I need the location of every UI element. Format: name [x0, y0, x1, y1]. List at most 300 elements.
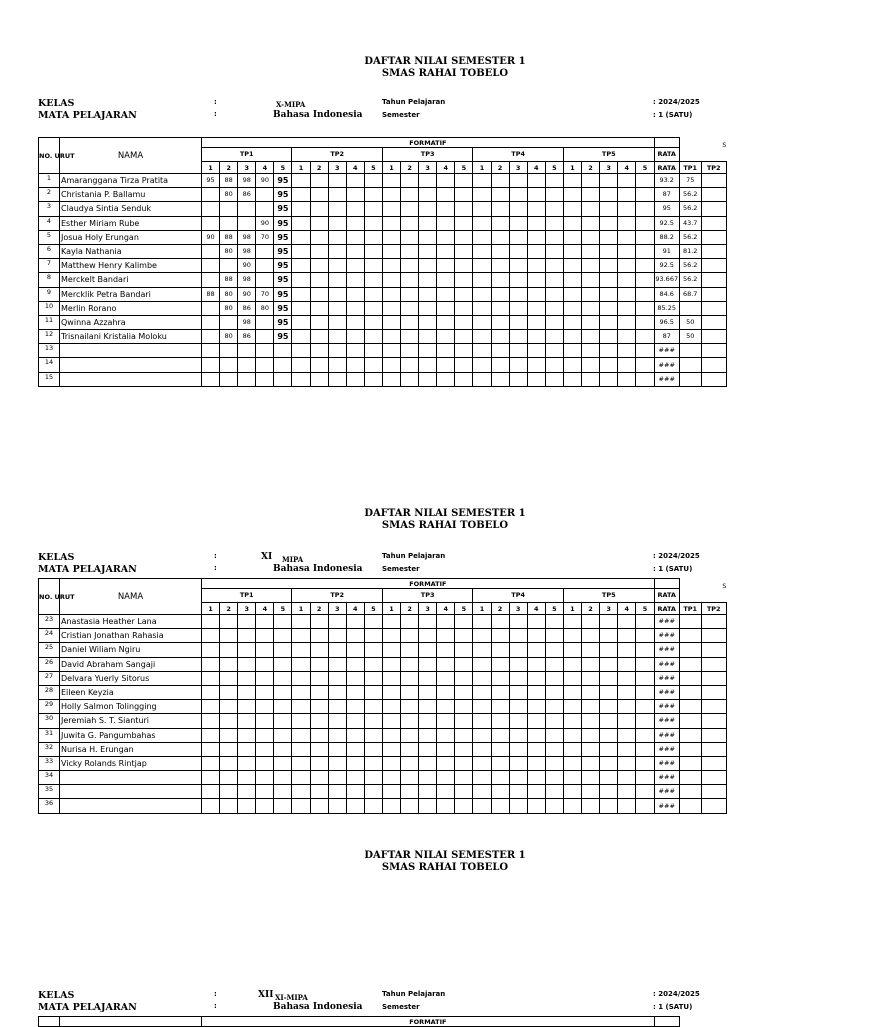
tp1-score: 95 [274, 244, 292, 258]
student-name: Eileen Keyzia [60, 685, 202, 699]
score-cell [527, 643, 545, 657]
score-cell [346, 330, 364, 344]
score-cell [419, 615, 437, 629]
tp1-score [274, 714, 292, 728]
sub-header: 4 [437, 603, 455, 615]
tp2-cell [701, 742, 726, 756]
table-row [39, 315, 727, 329]
score-cell [563, 287, 581, 301]
table-row [39, 244, 727, 258]
score-cell [581, 188, 599, 202]
tp1-score [202, 742, 220, 756]
score-cell [292, 188, 310, 202]
score-cell [346, 643, 364, 657]
score-cell [346, 714, 364, 728]
tp1-score [202, 671, 220, 685]
score-cell [401, 301, 419, 315]
score-cell [455, 756, 473, 770]
score-cell [545, 785, 563, 799]
score-cell [292, 685, 310, 699]
tahun-value: : 2024/2025 [653, 552, 700, 560]
score-cell [545, 756, 563, 770]
score-cell [401, 771, 419, 785]
score-cell [310, 330, 328, 344]
score-cell [328, 244, 346, 258]
rata-cell: 87 [654, 330, 679, 344]
score-cell [581, 330, 599, 344]
tp2-cell [701, 358, 726, 372]
kelas-label: KELAS [38, 98, 75, 109]
score-cell [382, 273, 400, 287]
score-cell [473, 799, 491, 813]
score-cell [473, 785, 491, 799]
sub-header: 4 [256, 603, 274, 615]
sub-header: 4 [618, 162, 636, 174]
kelas-value: X-MIPA [276, 100, 306, 109]
score-cell [527, 358, 545, 372]
cut-header: S [722, 582, 727, 590]
tp1-cell [679, 301, 701, 315]
rata-cell: 92.5 [654, 216, 679, 230]
table-row [39, 216, 727, 230]
student-name: Qwinna Azzahra [60, 315, 202, 329]
tp1-score [220, 700, 238, 714]
score-cell [563, 273, 581, 287]
table-row [39, 615, 727, 629]
score-cell [527, 174, 545, 188]
score-cell [545, 771, 563, 785]
score-cell [509, 287, 527, 301]
score-cell [527, 742, 545, 756]
score-cell [455, 728, 473, 742]
score-cell [382, 615, 400, 629]
tp1-score [238, 756, 256, 770]
grade-table [38, 1016, 726, 1027]
score-cell [364, 728, 382, 742]
score-cell [545, 330, 563, 344]
score-cell [382, 344, 400, 358]
score-cell [563, 174, 581, 188]
mapel-value: Bahasa Indonesia [273, 1002, 363, 1012]
row-number: 12 [39, 330, 60, 344]
score-cell [455, 216, 473, 230]
score-cell [346, 700, 364, 714]
score-cell [364, 685, 382, 699]
tp1-score [238, 700, 256, 714]
score-cell [581, 700, 599, 714]
score-cell [600, 742, 618, 756]
score-cell [563, 629, 581, 643]
score-cell [600, 372, 618, 386]
score-cell [618, 344, 636, 358]
score-cell [509, 273, 527, 287]
tp1-score [238, 657, 256, 671]
table-row [39, 202, 727, 216]
tp1-score [220, 344, 238, 358]
score-cell [600, 174, 618, 188]
score-cell [346, 728, 364, 742]
score-cell [581, 685, 599, 699]
score-cell [545, 244, 563, 258]
rata-cell: ### [654, 771, 679, 785]
row-number: 23 [39, 615, 60, 629]
semester-value: : 1 (SATU) [653, 565, 693, 573]
student-name: Vicky Rolands Rintjap [60, 756, 202, 770]
table-row [39, 358, 727, 372]
score-cell [419, 671, 437, 685]
score-cell [491, 273, 509, 287]
score-cell [491, 728, 509, 742]
score-cell [419, 358, 437, 372]
sub-header: 1 [473, 603, 491, 615]
sub-header: 5 [274, 603, 292, 615]
score-cell [581, 244, 599, 258]
tp1-score: 90 [256, 216, 274, 230]
rata-cell: 85.25 [654, 301, 679, 315]
tp1-cell: 56.2 [679, 202, 701, 216]
score-cell [545, 657, 563, 671]
score-cell [600, 657, 618, 671]
tp1-score [220, 259, 238, 273]
score-cell [600, 799, 618, 813]
score-cell [382, 657, 400, 671]
score-cell [310, 657, 328, 671]
score-cell [491, 685, 509, 699]
tp1-score: 90 [238, 259, 256, 273]
tp-group-header: TP3 [382, 589, 472, 603]
score-cell [545, 216, 563, 230]
tp1-score [256, 615, 274, 629]
score-cell [636, 685, 654, 699]
score-cell [310, 728, 328, 742]
score-cell [346, 685, 364, 699]
sub-header: 3 [419, 162, 437, 174]
tp1-score [220, 643, 238, 657]
score-cell [437, 742, 455, 756]
tp1-score [238, 799, 256, 813]
tp1-score: 95 [274, 301, 292, 315]
tp1-score [256, 330, 274, 344]
tp1-score [202, 301, 220, 315]
score-cell [618, 230, 636, 244]
score-cell [401, 700, 419, 714]
score-cell [364, 273, 382, 287]
score-cell [419, 657, 437, 671]
score-cell [563, 216, 581, 230]
tp1-score: 98 [238, 273, 256, 287]
no-header: NO. URUT [39, 138, 60, 174]
score-cell [364, 785, 382, 799]
sub-header: 3 [238, 603, 256, 615]
tp1-score [274, 728, 292, 742]
score-cell [346, 629, 364, 643]
score-cell [364, 714, 382, 728]
tp1-cell [679, 700, 701, 714]
table-row [39, 714, 727, 728]
score-cell [364, 643, 382, 657]
score-cell [419, 728, 437, 742]
score-cell [328, 259, 346, 273]
score-cell [437, 629, 455, 643]
score-cell [618, 799, 636, 813]
score-cell [509, 358, 527, 372]
score-cell [328, 657, 346, 671]
tp1-score [256, 643, 274, 657]
score-cell [527, 230, 545, 244]
score-cell [364, 671, 382, 685]
score-cell [618, 771, 636, 785]
grade-table [38, 137, 727, 387]
score-cell [437, 615, 455, 629]
score-cell [600, 756, 618, 770]
sub-header: 2 [310, 603, 328, 615]
sub-header: 2 [401, 162, 419, 174]
score-cell [328, 287, 346, 301]
table-row [39, 301, 727, 315]
tp1-score [256, 756, 274, 770]
score-cell [292, 244, 310, 258]
tp1-score [202, 643, 220, 657]
score-cell [401, 714, 419, 728]
score-cell [455, 629, 473, 643]
score-cell [545, 273, 563, 287]
score-cell [328, 756, 346, 770]
tp-group-header: TP4 [473, 148, 563, 162]
score-cell [618, 315, 636, 329]
tp1-score [238, 629, 256, 643]
student-name: Claudya Sintia Senduk [60, 202, 202, 216]
score-cell [581, 742, 599, 756]
row-number: 14 [39, 358, 60, 372]
rata-cell: ### [654, 671, 679, 685]
score-cell [419, 629, 437, 643]
score-cell [455, 358, 473, 372]
sub-header: 4 [346, 603, 364, 615]
colon: : [214, 990, 217, 998]
score-cell [473, 273, 491, 287]
student-name: Juwita G. Pangumbahas [60, 728, 202, 742]
score-cell [473, 756, 491, 770]
tahun-label: Tahun Pelajaran [382, 990, 446, 998]
score-cell [437, 287, 455, 301]
score-cell [618, 273, 636, 287]
student-name [60, 771, 202, 785]
rata-cell: ### [654, 657, 679, 671]
tp2-cell [701, 657, 726, 671]
tp1-cell: 75 [679, 174, 701, 188]
row-number: 4 [39, 216, 60, 230]
sub-header: 1 [563, 162, 581, 174]
score-cell [636, 615, 654, 629]
score-cell [636, 259, 654, 273]
score-cell [636, 728, 654, 742]
score-cell [346, 771, 364, 785]
score-cell [636, 330, 654, 344]
score-cell [563, 728, 581, 742]
score-cell [545, 714, 563, 728]
score-cell [491, 742, 509, 756]
row-number: 31 [39, 728, 60, 742]
row-number: 5 [39, 230, 60, 244]
score-cell [292, 259, 310, 273]
tp1-score [238, 785, 256, 799]
score-cell [473, 671, 491, 685]
score-cell [473, 771, 491, 785]
rata-cell: ### [654, 629, 679, 643]
score-cell [527, 344, 545, 358]
score-cell [310, 230, 328, 244]
tp1-score [256, 671, 274, 685]
score-cell [382, 728, 400, 742]
score-cell [473, 643, 491, 657]
score-cell [401, 671, 419, 685]
tp1-score [256, 344, 274, 358]
score-cell [328, 230, 346, 244]
score-cell [473, 216, 491, 230]
score-cell [419, 315, 437, 329]
score-cell [328, 785, 346, 799]
score-cell [527, 315, 545, 329]
sub-header: 5 [545, 162, 563, 174]
sub-header: 1 [382, 162, 400, 174]
rata-header: RATA [654, 589, 679, 603]
tp2-cell [701, 685, 726, 699]
score-cell [310, 259, 328, 273]
mapel-value: Bahasa Indonesia [273, 564, 363, 574]
score-cell [618, 259, 636, 273]
score-cell [473, 700, 491, 714]
score-cell [600, 188, 618, 202]
score-cell [600, 273, 618, 287]
tp2-header: TP2 [701, 603, 726, 615]
tp1-score: 95 [274, 216, 292, 230]
table-row [39, 685, 727, 699]
score-cell [509, 344, 527, 358]
tahun-label: Tahun Pelajaran [382, 552, 446, 560]
score-cell [600, 315, 618, 329]
tp2-cell [701, 785, 726, 799]
score-cell [600, 216, 618, 230]
score-cell [509, 700, 527, 714]
sub-header: 2 [220, 603, 238, 615]
table-row [39, 728, 727, 742]
tp1-score [256, 202, 274, 216]
score-cell [618, 188, 636, 202]
sub-header: 4 [618, 603, 636, 615]
score-cell [310, 315, 328, 329]
score-cell [328, 629, 346, 643]
score-cell [636, 273, 654, 287]
score-cell [382, 259, 400, 273]
tp1-score [202, 615, 220, 629]
score-cell [419, 287, 437, 301]
score-cell [509, 230, 527, 244]
score-cell [455, 259, 473, 273]
tp1-cell [679, 756, 701, 770]
score-cell [563, 358, 581, 372]
score-cell [491, 629, 509, 643]
score-cell [618, 742, 636, 756]
score-cell [382, 643, 400, 657]
score-cell [509, 615, 527, 629]
rata-cell: ### [654, 344, 679, 358]
score-cell [455, 685, 473, 699]
tp1-score [202, 273, 220, 287]
score-cell [346, 344, 364, 358]
score-cell [419, 330, 437, 344]
score-cell [310, 756, 328, 770]
tp1-score [220, 202, 238, 216]
score-cell [401, 259, 419, 273]
score-cell [419, 372, 437, 386]
score-cell [545, 259, 563, 273]
score-cell [563, 259, 581, 273]
tp1-score [202, 799, 220, 813]
score-cell [618, 202, 636, 216]
score-cell [509, 785, 527, 799]
row-number: 3 [39, 202, 60, 216]
tp1-score: 95 [274, 202, 292, 216]
score-cell [600, 671, 618, 685]
tp1-score: 98 [238, 174, 256, 188]
score-cell [401, 615, 419, 629]
score-cell [563, 714, 581, 728]
sub-header: 5 [636, 162, 654, 174]
score-cell [545, 643, 563, 657]
score-cell [292, 629, 310, 643]
tp1-score [274, 344, 292, 358]
score-cell [618, 287, 636, 301]
score-cell [292, 700, 310, 714]
score-cell [310, 188, 328, 202]
tp1-cell [679, 742, 701, 756]
tp1-score: 80 [220, 301, 238, 315]
tp1-score [256, 714, 274, 728]
score-cell [600, 643, 618, 657]
rata-cell: ### [654, 615, 679, 629]
score-cell [455, 372, 473, 386]
score-cell [491, 315, 509, 329]
score-cell [419, 700, 437, 714]
score-cell [382, 756, 400, 770]
tp1-cell: 56.2 [679, 273, 701, 287]
score-cell [292, 372, 310, 386]
tp1-score: 88 [220, 273, 238, 287]
score-cell [509, 671, 527, 685]
score-cell [636, 714, 654, 728]
score-cell [618, 700, 636, 714]
tp1-cell [679, 799, 701, 813]
score-cell [636, 230, 654, 244]
tp1-score: 70 [256, 287, 274, 301]
tp1-score: 95 [274, 273, 292, 287]
tp2-cell [701, 230, 726, 244]
tp1-score [202, 188, 220, 202]
score-cell [328, 344, 346, 358]
score-cell [618, 657, 636, 671]
tp1-cell [679, 372, 701, 386]
score-cell [419, 344, 437, 358]
tp1-score: 88 [220, 230, 238, 244]
sub-header: 2 [220, 162, 238, 174]
score-cell [419, 259, 437, 273]
sub-header: 1 [292, 162, 310, 174]
score-cell [401, 273, 419, 287]
tp1-score [256, 742, 274, 756]
tp1-cell: 81.2 [679, 244, 701, 258]
tp1-cell [679, 671, 701, 685]
row-number: 34 [39, 771, 60, 785]
